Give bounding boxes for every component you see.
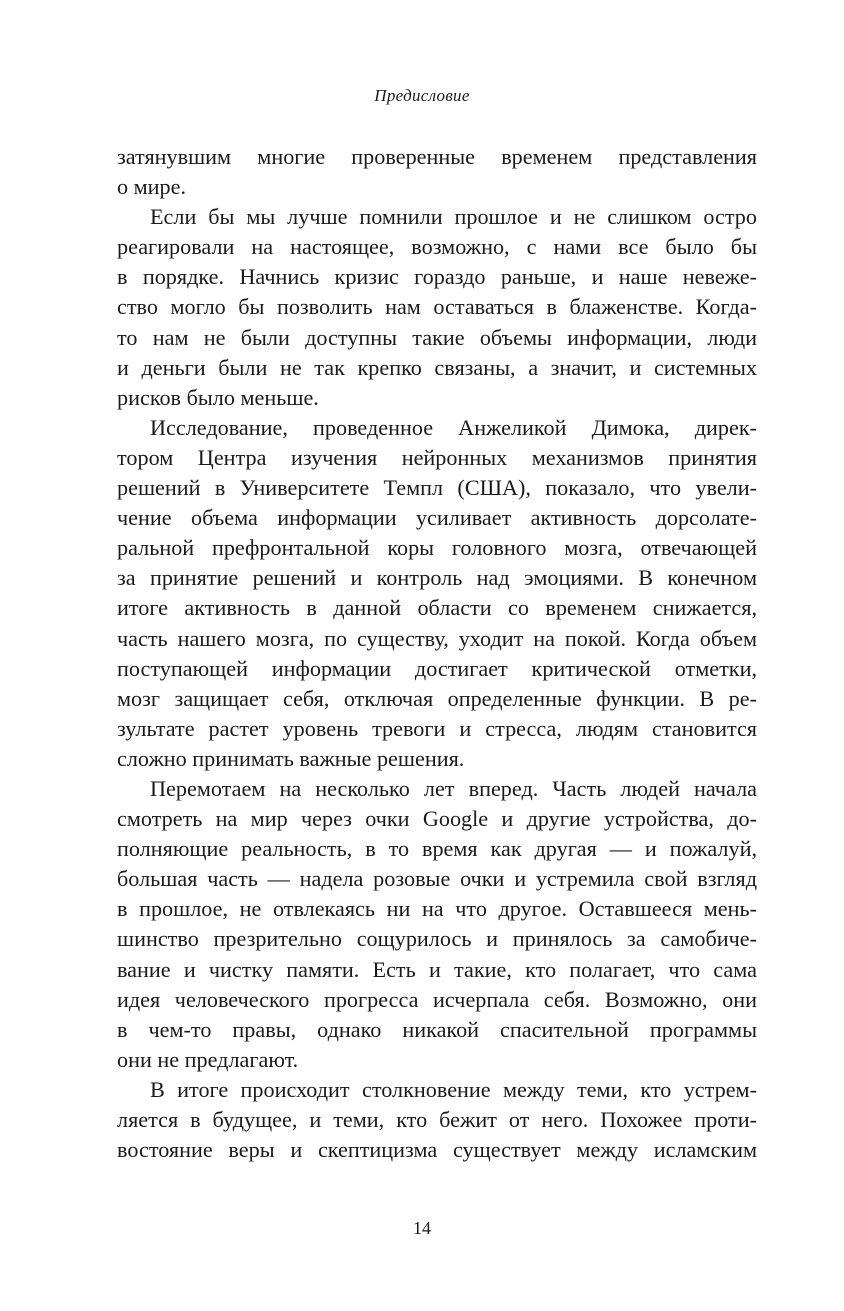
paragraph [117,202,757,413]
text-line: ляется в будущее, и теми, кто бежит от него. Похожее проти- [117,1107,757,1132]
running-head: Предисловие [374,86,470,105]
body-text [117,142,757,1165]
text-line: ральной префронтальной коры головного мозга, отвечающей [117,535,757,561]
text-line: чение объема информации усиливает активность дорсолате- [117,505,757,531]
text-line: в чем-то правы, однако никакой спасительной программы [117,1016,757,1042]
text-line: то нам не были доступны такие объемы информации, люди [117,324,757,350]
text-line: тором Центра изучения нейронных механизмов принятия [117,444,757,470]
text-line: решений в Университете Темпл (США), показало, что увели- [117,475,757,501]
text-line: большая часть — надела розовые очки и устремила свой взгляд [117,866,757,892]
text-line: мозг защищает себя, отключая определенные функции. В ре- [117,685,757,711]
text-line: они не предлагают. [117,1046,299,1072]
text-line: зультате растет уровень тревоги и стресса, людям становится [117,715,757,741]
text-line: часть нашего мозга, по существу, уходит на покой. Когда объем [117,625,757,651]
text-line: полняющие реальность, в то время как другая — и пожалуй, [117,836,757,862]
text-line: в прошлое, не отвлекаясь ни на что другое. Оставшееся мень- [117,896,757,922]
text-line: востояние веры и скептицизма существует между исламским [117,1137,757,1163]
text-line: рисков было меньше. [117,384,319,410]
text-line: о мире. [117,174,187,200]
text-line: и деньги были не так крепко связаны, а значит, и системных [117,354,757,380]
text-line: поступающей информации достигает критической отметки, [117,655,757,681]
text-line: шинство презрительно сощурилось и принялось за самобиче- [117,926,757,952]
paragraph [117,413,757,774]
text-line: затянувшим многие проверенные временем представления [117,144,757,169]
text-line: вание и чистку памяти. Есть и такие, кто полагает, что сама [117,956,757,982]
text-line: в порядке. Начнись кризис гораздо раньше, и наше невеже- [117,264,757,290]
text-line: реагировали на настоящее, возможно, с нами все было бы [117,234,757,260]
paragraph [117,142,757,202]
text-line: сложно принимать важные решения. [117,745,465,771]
text-line: итоге активность в данной области со временем снижается, [117,595,757,621]
text-line: Исследование, проведенное Анжеликой Димока, дирек- [150,414,757,440]
page-number: 14 [413,1218,431,1238]
text-line: Если бы мы лучше помнили прошлое и не слишком остро [150,204,757,230]
text-line: Перемотаем на несколько лет вперед. Часть людей начала [150,775,757,801]
text-line: В итоге происходит столкновение между теми, кто устрем- [150,1076,757,1102]
text-line: идея человеческого прогресса исчерпала себя. Возможно, они [117,986,757,1012]
text-line: ство могло бы позволить нам оставаться в блаженстве. Когда- [117,294,757,320]
paragraph [117,1075,757,1165]
paragraph [117,774,757,1075]
text-line: смотреть на мир через очки Google и другие устройства, до- [117,806,757,832]
text-line: за принятие решений и контроль над эмоциями. В конечном [117,565,757,591]
